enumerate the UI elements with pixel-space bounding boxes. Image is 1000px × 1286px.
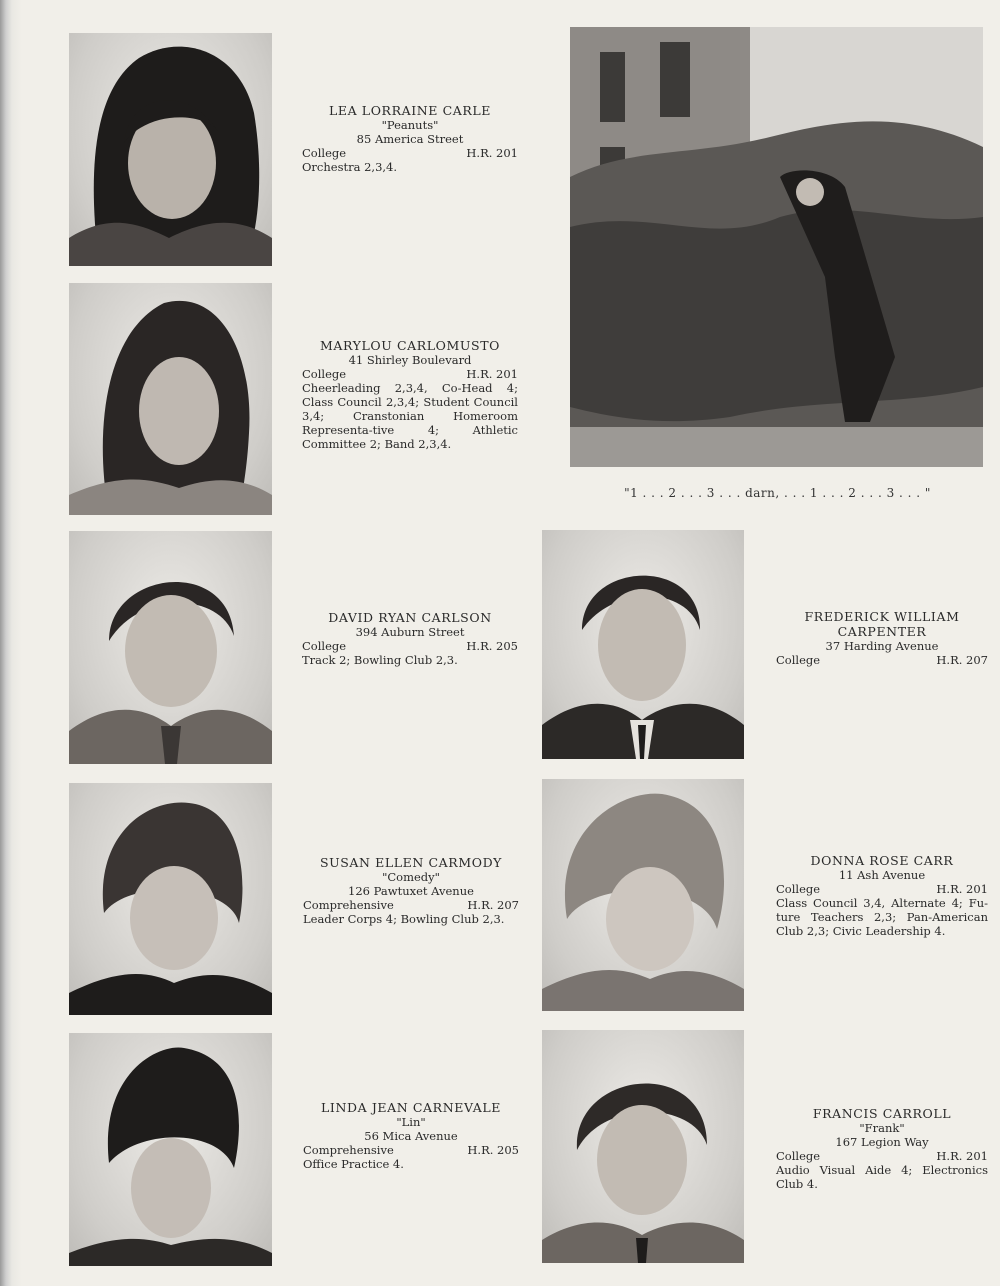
student-address: 41 Shirley Boulevard (348, 353, 472, 367)
student-entry-carle (302, 103, 518, 174)
portrait-photo-carmody (69, 783, 272, 1015)
portrait-photo-carlson (69, 531, 272, 764)
student-nickname: "Comedy" (382, 870, 440, 884)
student-address: 37 Harding Avenue (825, 639, 939, 653)
student-homeroom: H.R. 201 (466, 367, 518, 381)
student-activities: Cheerleading 2,3,4, Co-Head 4; Class Council 2,3,4; Student Council 3,4; Cranstonian Homeroom Representa-tive 4; Athletic Committee 2; Band 2,3,4. (302, 381, 518, 451)
student-name-line2: CARPENTER (837, 624, 927, 639)
student-activities: Leader Corps 4; Bowling Club 2,3. (303, 912, 505, 926)
student-address: 85 America Street (356, 132, 464, 146)
portrait-photo-carlomusto (69, 283, 272, 515)
student-entry-carpenter (776, 609, 988, 667)
candid-photo-tree-pile (570, 27, 983, 467)
portrait-photo-carnevale (69, 1033, 272, 1266)
student-nickname: "Frank" (859, 1121, 905, 1135)
portrait-photo-carr (542, 779, 744, 1011)
student-address: 394 Auburn Street (355, 625, 465, 639)
student-homeroom: H.R. 207 (936, 653, 988, 667)
student-name: LEA LORRAINE CARLE (328, 103, 492, 118)
student-nickname: "Peanuts" (381, 118, 439, 132)
student-name: DONNA ROSE CARR (810, 853, 954, 868)
student-name: FRANCIS CARROLL (812, 1106, 952, 1121)
student-activities: Class Council 3,4, Alternate 4; Fu-ture Teachers 2,3; Pan-American Club 2,3; Civic Leadership 4. (776, 896, 988, 938)
student-activities: Track 2; Bowling Club 2,3. (302, 653, 458, 667)
portrait-photo-carpenter (542, 530, 744, 759)
candid-photo-caption: "1 . . . 2 . . . 3 . . . darn, . . . 1 . . . 2 . . . 3 . . . " (624, 486, 931, 500)
student-homeroom: H.R. 201 (936, 882, 988, 896)
student-course: College (302, 367, 347, 381)
student-entry-carlson (302, 610, 518, 667)
student-activities: Office Practice 4. (303, 1157, 404, 1171)
student-course: Comprehensive (303, 898, 394, 912)
student-address: 126 Pawtuxet Avenue (348, 884, 474, 898)
student-name: DAVID RYAN CARLSON (328, 610, 492, 625)
student-address: 56 Mica Avenue (364, 1129, 458, 1143)
student-homeroom: H.R. 201 (466, 146, 518, 160)
student-name: LINDA JEAN CARNEVALE (321, 1100, 501, 1115)
student-name: MARYLOU CARLOMUSTO (320, 338, 500, 353)
student-homeroom: H.R. 207 (467, 898, 519, 912)
student-entry-carmody (303, 855, 519, 926)
student-name: SUSAN ELLEN CARMODY (319, 855, 503, 870)
student-name-line1: FREDERICK WILLIAM (804, 609, 960, 624)
student-course: College (302, 146, 347, 160)
portrait-photo-carroll (542, 1030, 744, 1263)
student-nickname: "Lin" (396, 1115, 426, 1129)
student-entry-carr (776, 853, 988, 938)
student-activities: Orchestra 2,3,4. (302, 160, 398, 174)
student-activities: Audio Visual Aide 4; Electronics Club 4. (776, 1163, 988, 1191)
page-binding-shadow (0, 0, 22, 1286)
student-entry-carlomusto (302, 338, 518, 451)
student-course: College (776, 882, 821, 896)
student-homeroom: H.R. 205 (466, 639, 518, 653)
student-course: Comprehensive (303, 1143, 394, 1157)
student-homeroom: H.R. 201 (936, 1149, 988, 1163)
student-entry-carnevale (303, 1100, 519, 1171)
student-address: 167 Legion Way (835, 1135, 929, 1149)
portrait-photo-carle (69, 33, 272, 266)
student-address: 11 Ash Avenue (838, 868, 926, 882)
student-course: College (776, 653, 821, 667)
student-entry-carroll (776, 1106, 988, 1191)
student-course: College (302, 639, 347, 653)
student-course: College (776, 1149, 821, 1163)
student-homeroom: H.R. 205 (467, 1143, 519, 1157)
